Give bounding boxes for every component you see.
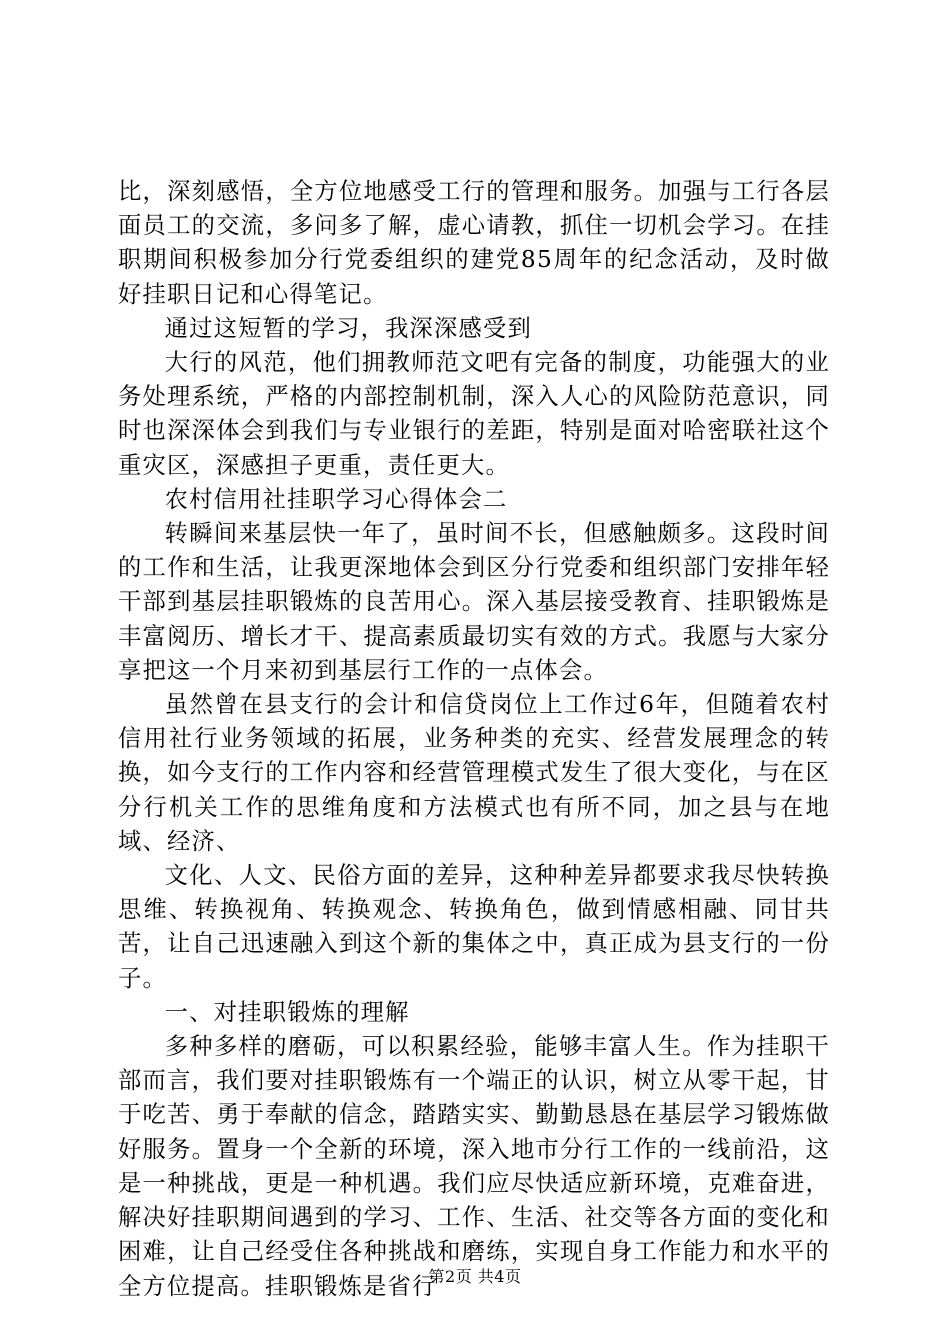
- paragraph-big-bank-style: 大行的风范，他们拥教师范文吧有完备的制度，功能强大的业务处理系统，严格的内部控制机制，深入人心的风险防范意识，同时也深深体会到我们与专业银行的差距，特别是面对哈密联社这个重灾区，深感担子更重，责任更大。: [118, 349, 830, 479]
- document-body: [118, 175, 830, 1304]
- paragraph-tempering: 多种多样的磨砺，可以积累经验，能够丰富人生。作为挂职干部而言，我们要对挂职锻炼有一个端正的认识，树立从零干起，甘于吃苦、勇于奉献的信念，踏踏实实、勤勤恳恳在基层学习锻炼做好服务。置身一个全新的环境，深入地市分行工作的一线前沿，这是一种挑战，更是一种机遇。我们应尽快适应新环境，克难奋进，解决好挂职期间遇到的学习、工作、生活、社交等各方面的变化和困难，让自己经受住各种挑战和磨练，实现自身工作能力和水平的全方位提高。挂职锻炼是省行: [118, 1033, 830, 1300]
- paragraph-differences: 文化、人文、民俗方面的差异，这种种差异都要求我尽快转换思维、转换视角、转换观念、转换角色，做到情感相融、同甘共苦，让自己迅速融入到这个新的集体之中，真正成为县支行的一份子。: [118, 862, 830, 992]
- section-title-part-two: 农村信用社挂职学习心得体会二: [164, 485, 508, 513]
- paragraph-one-year: 转瞬间来基层快一年了，虽时间不长，但感触颇多。这段时间的工作和生活，让我更深地体会到区分行党委和组织部门安排年轻干部到基层挂职锻炼的良苦用心。深入基层接受教育、挂职锻炼是丰富阅历、增长才干、提高素质最切实有效的方式。我愿与大家分享把这一个月来初到基层行工作的一点体会。: [118, 520, 830, 684]
- page-footer: 第2页 共4页: [428, 1267, 522, 1286]
- section-heading-understanding: 一、对挂职锻炼的理解: [164, 998, 410, 1026]
- paragraph-six-years: 虽然曾在县支行的会计和信贷岗位上工作过6年，但随着农村信用社行业务领域的拓展，业务种类的充实、经营发展理念的转换，如今支行的工作内容和经营管理模式发生了很大变化，与在区分行机关工作的思维角度和方法模式也有所不同，加之县与在地域、经济、: [118, 691, 830, 855]
- paragraph-feeling-intro: 通过这短暂的学习，我深深感受到: [164, 314, 533, 342]
- paragraph-continuation: 比，深刻感悟，全方位地感受工行的管理和服务。加强与工行各层面员工的交流，多问多了解，虚心请教，抓住一切机会学习。在挂职期间积极参加分行党委组织的建党85周年的纪念活动，及时做好挂职日记和心得笔记。: [118, 178, 830, 308]
